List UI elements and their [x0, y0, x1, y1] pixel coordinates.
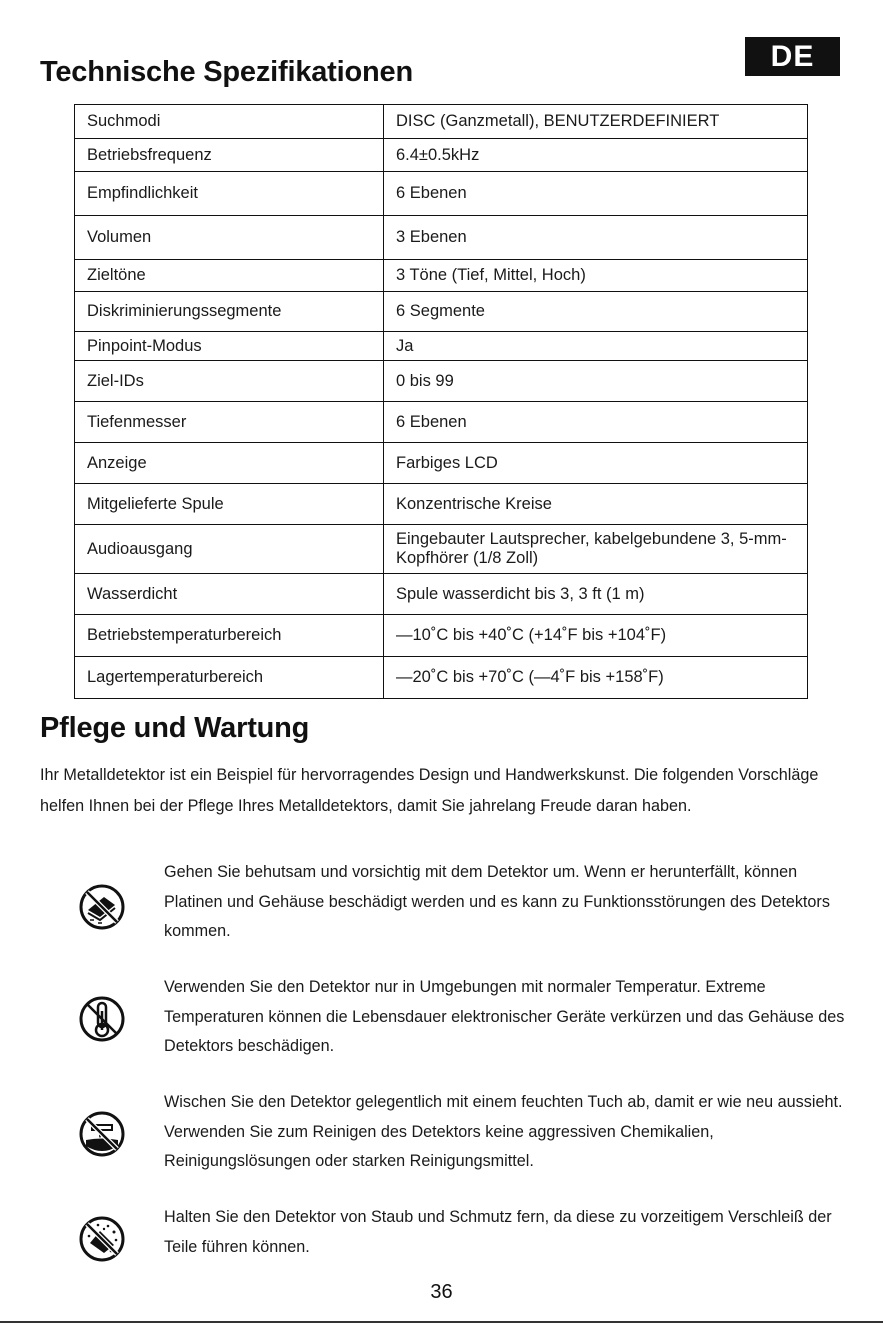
spec-value: 0 bis 99	[384, 361, 808, 402]
spec-value: 3 Töne (Tief, Mittel, Hoch)	[384, 260, 808, 292]
specs-table	[74, 104, 808, 699]
spec-row	[75, 216, 808, 260]
spec-row	[75, 105, 808, 139]
spec-label: Mitgelieferte Spule	[75, 484, 384, 525]
spec-value: Eingebauter Lautsprecher, kabelgebundene 3, 5-mm-Kopfhörer (1/8 Zoll)	[384, 525, 808, 574]
no-drop-icon	[78, 883, 126, 931]
spec-value: Farbiges LCD	[384, 443, 808, 484]
spec-row	[75, 574, 808, 615]
spec-label: Ziel-IDs	[75, 361, 384, 402]
spec-value: Ja	[384, 332, 808, 361]
spec-value: 6 Segmente	[384, 292, 808, 332]
spec-label: Pinpoint-Modus	[75, 332, 384, 361]
spec-label: Wasserdicht	[75, 574, 384, 615]
spec-label: Lagertemperaturbereich	[75, 657, 384, 699]
care-text-dust: Halten Sie den Detektor von Staub und Schmutz fern, da diese zu vorzeitigem Verschleiß der Teile führen können.	[164, 1208, 832, 1256]
spec-value: 6.4±0.5kHz	[384, 139, 808, 172]
spec-row	[75, 292, 808, 332]
spec-label: Diskriminierungssegmente	[75, 292, 384, 332]
spec-row	[75, 525, 808, 574]
no-chemicals-icon	[78, 1110, 126, 1158]
spec-row	[75, 332, 808, 361]
spec-row	[75, 657, 808, 699]
spec-label: Empfindlichkeit	[75, 172, 384, 216]
spec-value: Konzentrische Kreise	[384, 484, 808, 525]
no-dust-icon	[78, 1215, 126, 1263]
spec-row	[75, 172, 808, 216]
spec-label: Tiefenmesser	[75, 402, 384, 443]
spec-label: Betriebstemperaturbereich	[75, 615, 384, 657]
spec-row	[75, 361, 808, 402]
spec-label: Audioausgang	[75, 525, 384, 574]
spec-value: —10˚C bis +40˚C (+14˚F bis +104˚F)	[384, 615, 808, 657]
spec-row	[75, 615, 808, 657]
spec-row	[75, 443, 808, 484]
spec-value: 6 Ebenen	[384, 172, 808, 216]
spec-label: Betriebsfrequenz	[75, 139, 384, 172]
spec-value: —20˚C bis +70˚C (—4˚F bis +158˚F)	[384, 657, 808, 699]
page-number: 36	[430, 1281, 453, 1303]
spec-value: DISC (Ganzmetall), BENUTZERDEFINIERT	[384, 105, 808, 139]
footer-rule	[0, 1321, 883, 1323]
spec-row	[75, 260, 808, 292]
no-extreme-temperature-icon	[78, 995, 126, 1043]
spec-row	[75, 139, 808, 172]
language-badge: DE	[745, 37, 840, 76]
spec-label: Volumen	[75, 216, 384, 260]
spec-value: Spule wasserdicht bis 3, 3 ft (1 m)	[384, 574, 808, 615]
spec-label: Suchmodi	[75, 105, 384, 139]
spec-value: 3 Ebenen	[384, 216, 808, 260]
section-title-care: Pflege und Wartung	[40, 712, 310, 744]
spec-row	[75, 484, 808, 525]
page-title: Technische Spezifikationen	[40, 56, 413, 88]
care-intro: Ihr Metalldetektor ist ein Beispiel für hervorragendes Design und Handwerkskunst. Die folgenden Vorschläge helfen Ihnen bei der Pflege Ihres Metalldetektors, damit Sie jahrelang Freude daran haben.	[40, 766, 819, 815]
spec-value: 6 Ebenen	[384, 402, 808, 443]
care-text-cleaning: Wischen Sie den Detektor gelegentlich mit einem feuchten Tuch ab, damit er wie neu aussieht. Verwenden Sie zum Reinigen des Detektors keine aggressiven Chemikalien, Reinigungslösungen oder starken Reinigungsmittel.	[164, 1093, 843, 1170]
care-text-temperature: Verwenden Sie den Detektor nur in Umgebungen mit normaler Temperatur. Extreme Temperaturen können die Lebensdauer elektronischer Geräte verkürzen und das Gehäuse des Detektors beschädigen.	[164, 978, 845, 1055]
spec-label: Zieltöne	[75, 260, 384, 292]
care-text-handling: Gehen Sie behutsam und vorsichtig mit dem Detektor um. Wenn er herunterfällt, können Platinen und Gehäuse beschädigt werden und es kann zu Funktionsstörungen des Detektors kommen.	[164, 863, 830, 940]
spec-label: Anzeige	[75, 443, 384, 484]
spec-row	[75, 402, 808, 443]
